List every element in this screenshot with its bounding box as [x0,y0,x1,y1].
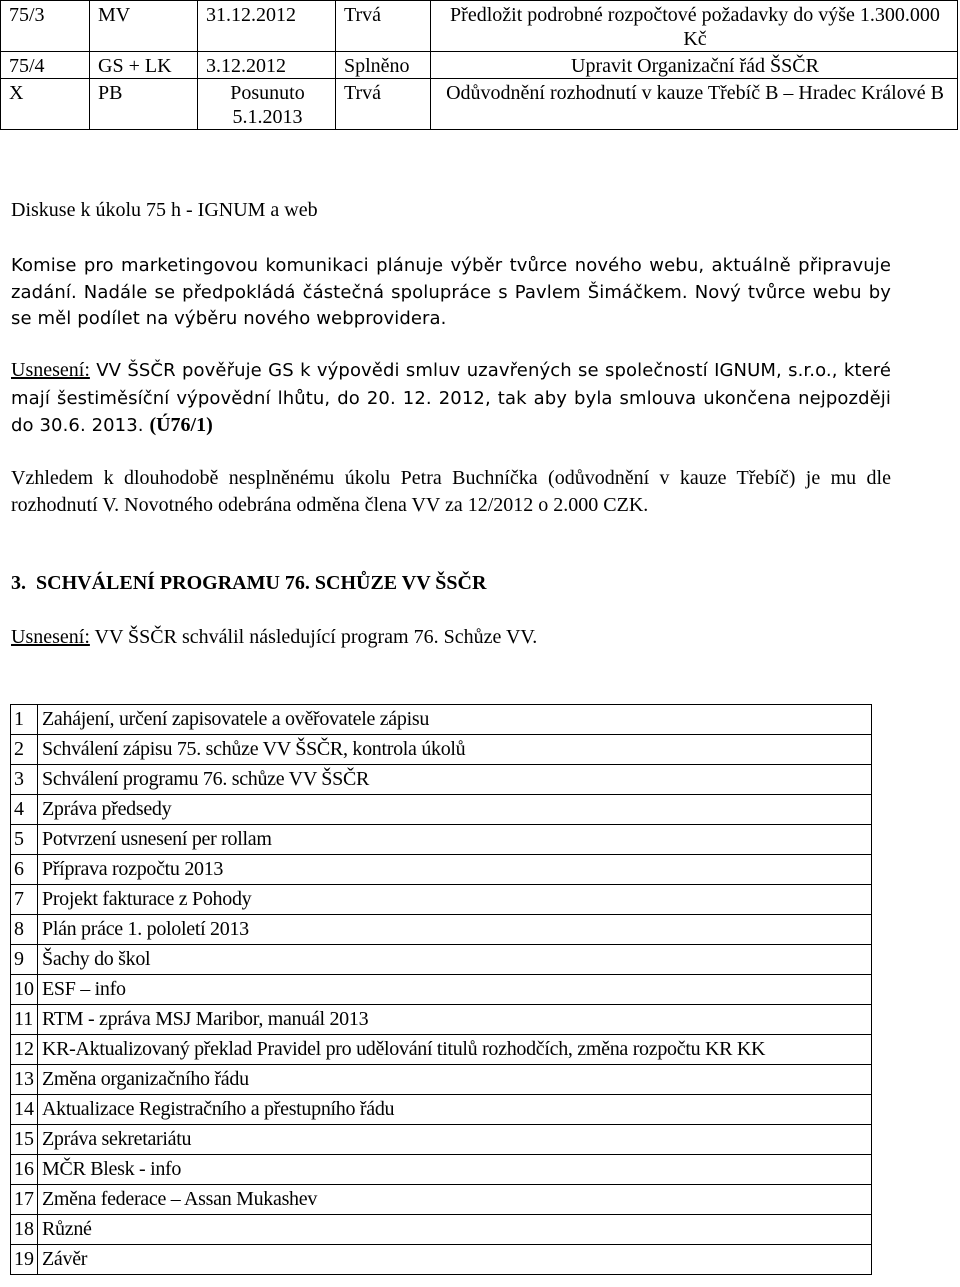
task-who: PB [90,79,198,130]
discussion-paragraph: Komise pro marketingovou komunikaci plánuje výběr tvůrce nového webu, aktuálně připravuje zadání. Nadále se předpokládá částečná spolupráce s Pavlem Šimáčkem. Nový tvůrce webu by se měl podílet na výběru nového webprovidera. [11,255,891,329]
task-description: Odůvodnění rozhodnutí v kauze Třebíč B – Hradec Králové B [431,79,958,130]
program-item-text: Projekt fakturace z Pohody [38,885,872,915]
task-who: GS + LK [90,52,198,79]
program-item-number: 17 [11,1185,38,1215]
program-item-text: Zpráva předsedy [38,795,872,825]
task-table [0,0,958,130]
program-item [11,1215,872,1245]
task-id: 75/4 [1,52,90,79]
program-item-number: 5 [11,825,38,855]
program-item-text: RTM - zpráva MSJ Maribor, manuál 2013 [38,1005,872,1035]
program-item-number: 16 [11,1155,38,1185]
program-item-number: 18 [11,1215,38,1245]
task-date: 3.12.2012 [198,52,336,79]
program-item [11,1185,872,1215]
program-item [11,885,872,915]
program-item-number: 13 [11,1065,38,1095]
program-item-text: MČR Blesk - info [38,1155,872,1185]
task-row [1,52,958,79]
task-status: Trvá [336,1,431,52]
program-item-number: 15 [11,1125,38,1155]
task-date: 31.12.2012 [198,1,336,52]
program-item [11,735,872,765]
program-item-number: 10 [11,975,38,1005]
program-item [11,1125,872,1155]
program-item-text: Zpráva sekretariátu [38,1125,872,1155]
program-item-number: 3 [11,765,38,795]
program-item-number: 14 [11,1095,38,1125]
program-item-number: 7 [11,885,38,915]
program-item [11,945,872,975]
penalty-paragraph: Vzhledem k dlouhodobě nesplněnému úkolu Petra Buchníčka (odůvodnění v kauze Třebíč) je mu dle rozhodnutí V. Novotného odebrána odměna člena VV za 12/2012 o 2.000 CZK. [11,467,891,516]
resolution-label: Usnesení: [11,626,90,648]
program-item-text: Schválení programu 76. schůze VV ŠSČR [38,765,872,795]
program-item-number: 12 [11,1035,38,1065]
task-id: X [1,79,90,130]
program-item [11,1065,872,1095]
program-resolution [11,624,537,650]
program-item [11,1245,872,1275]
program-item [11,795,872,825]
task-row [1,79,958,130]
resolution-ref: (Ú76/1) [149,414,213,436]
program-item-text: Schválení zápisu 75. schůze VV ŠSČR, kontrola úkolů [38,735,872,765]
program-item-text: Změna organizačního řádu [38,1065,872,1095]
section-title: SCHVÁLENÍ PROGRAMU 76. SCHŮZE VV ŠSČR [36,572,487,594]
program-item-text: Šachy do škol [38,945,872,975]
task-description: Předložit podrobné rozpočtové požadavky do výše 1.300.000 Kč [431,1,958,52]
program-item-text: Různé [38,1215,872,1245]
program-item [11,1035,872,1065]
program-item [11,705,872,735]
program-item [11,1005,872,1035]
task-status: Splněno [336,52,431,79]
program-table [10,704,872,1275]
task-description: Upravit Organizační řád ŠSČR [431,52,958,79]
program-item [11,975,872,1005]
program-item-number: 8 [11,915,38,945]
program-item-number: 9 [11,945,38,975]
resolution-text: VV ŠSČR schválil následující program 76. Schůze VV. [89,626,538,648]
program-item-text: KR-Aktualizovaný překlad Pravidel pro udělování titulů rozhodčích, změna rozpočtu KR KK [38,1035,872,1065]
program-item [11,765,872,795]
task-id: 75/3 [1,1,90,52]
task-status: Trvá [336,79,431,130]
program-item [11,1095,872,1125]
program-item-text: Potvrzení usnesení per rollam [38,825,872,855]
program-item [11,915,872,945]
task-date: Posunuto 5.1.2013 [198,79,336,130]
program-item-text: Příprava rozpočtu 2013 [38,855,872,885]
task-who: MV [90,1,198,52]
resolution-text: VV ŠSČR pověřuje GS k výpovědi smluv uzavřených se společností IGNUM, s.r.o., které mají šestiměsíční výpovědní lhůtu, do 20. 12. 2012, tak aby byla smlouva ukončena nejpozději do 30.6. 2013. [11,360,891,436]
program-item-number: 1 [11,705,38,735]
program-item-text: Aktualizace Registračního a přestupního řádu [38,1095,872,1125]
program-item-text: Zahájení, určení zapisovatele a ověřovatele zápisu [38,705,872,735]
resolution-label: Usnesení: [11,359,90,381]
resolution-76-1 [11,357,891,440]
program-item-number: 4 [11,795,38,825]
section-number: 3. [11,572,26,594]
task-row [1,1,958,52]
program-item-text: ESF – info [38,975,872,1005]
program-item-number: 6 [11,855,38,885]
program-item-text: Plán práce 1. pololetí 2013 [38,915,872,945]
discussion-heading: Diskuse k úkolu 75 h - IGNUM a web [11,199,318,221]
program-item-number: 19 [11,1245,38,1275]
section-heading [11,570,486,596]
program-item [11,855,872,885]
program-item-text: Změna federace – Assan Mukashev [38,1185,872,1215]
program-item [11,1155,872,1185]
program-item-number: 2 [11,735,38,765]
program-item-text: Závěr [38,1245,872,1275]
program-item-number: 11 [11,1005,38,1035]
program-item [11,825,872,855]
